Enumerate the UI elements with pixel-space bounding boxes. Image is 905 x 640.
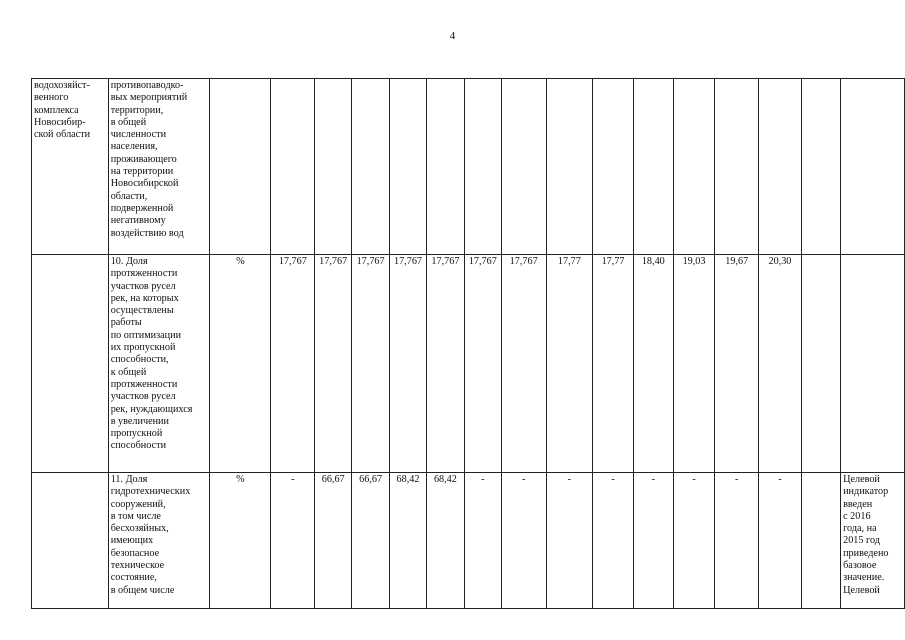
value-cell — [633, 79, 673, 255]
value-cell — [352, 79, 390, 255]
indicator-name-cell: противопаводко- вых мероприятий территории, в общей численности населения, проживающего на территории Новосибирской области, подверженной негативному воздействию вод — [108, 79, 210, 255]
value-cell: - — [715, 473, 759, 609]
table-row — [32, 79, 905, 255]
value-cell: - — [759, 473, 802, 609]
value-cell: - — [593, 473, 634, 609]
value-cell: 17,767 — [352, 255, 390, 473]
table-row — [32, 255, 905, 473]
table-row — [32, 473, 905, 609]
value-cell: - — [271, 473, 315, 609]
unit-cell: % — [210, 255, 271, 473]
value-cell: 20,30 — [759, 255, 802, 473]
value-cell: 18,40 — [633, 255, 673, 473]
page-number: 4 — [449, 30, 456, 42]
value-cell — [801, 79, 840, 255]
indicator-name-cell: 11. Доля гидротехнических сооружений, в том числе бесхозяйных, имеющих безопасное техническое состояние, в общем числе — [108, 473, 210, 609]
value-cell — [271, 79, 315, 255]
value-cell — [426, 79, 464, 255]
value-cell: 17,767 — [501, 255, 546, 473]
value-cell — [759, 79, 802, 255]
region-cell — [32, 473, 109, 609]
value-cell: 17,767 — [271, 255, 315, 473]
unit-cell: % — [210, 473, 271, 609]
value-cell: 19,03 — [673, 255, 715, 473]
note-cell: Целевой индикатор введен с 2016 года, на 2015 год приведено базовое значение. Целевой — [841, 473, 905, 609]
note-cell — [841, 79, 905, 255]
region-cell: водохозяйст- венного комплекса Новосибир- ской области — [32, 79, 109, 255]
value-cell — [715, 79, 759, 255]
value-cell: 17,767 — [464, 255, 501, 473]
unit-cell — [210, 79, 271, 255]
value-cell — [801, 473, 840, 609]
value-cell: 17,767 — [390, 255, 427, 473]
value-cell — [546, 79, 593, 255]
value-cell: 66,67 — [352, 473, 390, 609]
region-cell — [32, 255, 109, 473]
value-cell: - — [501, 473, 546, 609]
indicators-table — [31, 78, 905, 609]
value-cell — [593, 79, 634, 255]
note-cell — [841, 255, 905, 473]
value-cell: 17,77 — [593, 255, 634, 473]
value-cell: - — [633, 473, 673, 609]
value-cell — [464, 79, 501, 255]
value-cell: - — [546, 473, 593, 609]
value-cell: 17,767 — [315, 255, 352, 473]
value-cell: - — [673, 473, 715, 609]
value-cell: - — [464, 473, 501, 609]
value-cell: 17,77 — [546, 255, 593, 473]
value-cell — [801, 255, 840, 473]
value-cell: 68,42 — [426, 473, 464, 609]
value-cell — [315, 79, 352, 255]
value-cell — [501, 79, 546, 255]
indicator-name-cell: 10. Доля протяженности участков русел рек, на которых осуществлены работы по оптимизации их пропускной способности, к общей протяженности участков русел рек, нуждающихся в увеличении пропускной способности — [108, 255, 210, 473]
value-cell: 66,67 — [315, 473, 352, 609]
value-cell — [390, 79, 427, 255]
value-cell: 19,67 — [715, 255, 759, 473]
value-cell: 68,42 — [390, 473, 427, 609]
value-cell: 17,767 — [426, 255, 464, 473]
value-cell — [673, 79, 715, 255]
